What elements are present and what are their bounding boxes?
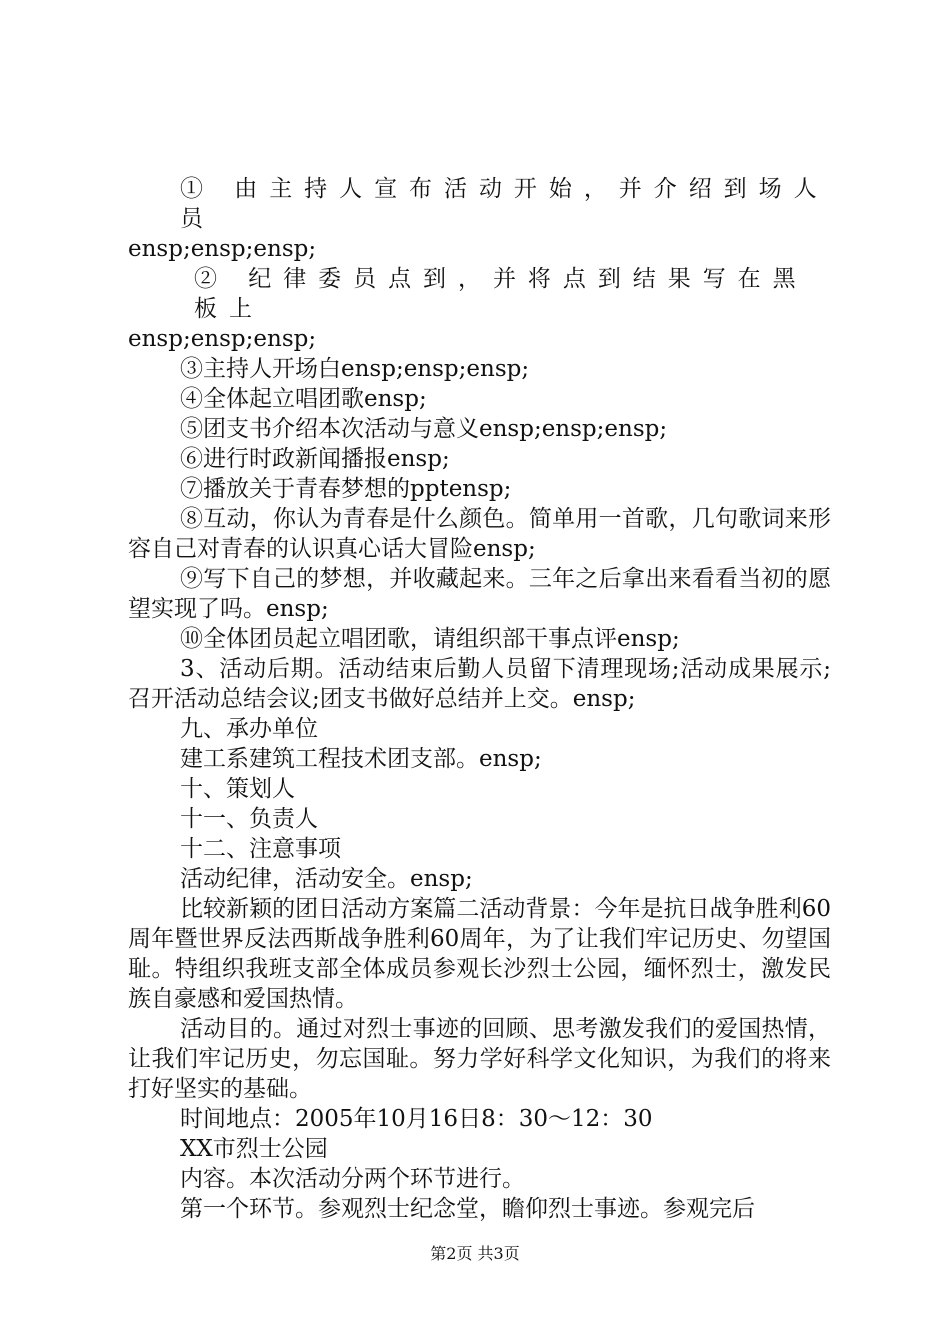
paragraph-19: 活动目的。通过对烈士事迹的回顾、思考激发我们的爱国热情，让我们牢记历史，勿忘国耻。努力学好科学文化知识，为我们的将来打好坚实的基础。	[128, 1016, 831, 1102]
paragraph-1-line-1: ① 由主持人宣布活动开始，并介绍到场人员	[180, 176, 829, 232]
section-heading-12: 十二、注意事项	[180, 836, 341, 862]
paragraph-20: 时间地点：2005年10月16日8：30～12：30	[180, 1106, 653, 1132]
section-heading-9: 九、承办单位	[180, 716, 318, 742]
paragraph-1-line-2: ensp;ensp;ensp;	[128, 236, 317, 262]
paragraph-3: ③主持人开场白ensp;ensp;ensp;	[180, 356, 530, 382]
paragraph-11: 3、活动后期。活动结束后勤人员留下清理现场;活动成果展示;召开活动总结会议;团支书做好总结并上交。ensp;	[128, 656, 831, 712]
paragraph-2-line-1: ② 纪律委员点到，并将点到结果写在黑板上	[194, 266, 808, 322]
paragraph-2	[128, 264, 831, 354]
paragraph-18: 比较新颖的团日活动方案篇二活动背景：今年是抗日战争胜利60周年暨世界反法西斯战争胜利60周年，为了让我们牢记历史、勿望国耻。特组织我班支部全体成员参观长沙烈士公园，缅怀烈士，激发民族自豪感和爱国热情。	[128, 896, 831, 1012]
paragraph-4: ④全体起立唱团歌ensp;	[180, 386, 427, 412]
section-heading-11: 十一、负责人	[180, 806, 318, 832]
paragraph-6: ⑥进行时政新闻播报ensp;	[180, 446, 450, 472]
paragraph-7: ⑦播放关于青春梦想的pptensp;	[180, 476, 512, 502]
paragraph-21: XX市烈士公园	[180, 1136, 328, 1162]
paragraph-10: ⑩全体团员起立唱团歌，请组织部干事点评ensp;	[180, 626, 680, 652]
paragraph-1	[128, 174, 831, 264]
paragraph-17: 活动纪律，活动安全。ensp;	[180, 866, 473, 892]
page-footer: 第2页 共3页	[430, 1244, 520, 1263]
paragraph-22: 内容。本次活动分两个环节进行。	[180, 1166, 525, 1192]
paragraph-23: 第一个环节。参观烈士纪念堂，瞻仰烈士事迹。参观完后	[180, 1196, 755, 1222]
paragraph-2-line-2: ensp;ensp;ensp;	[128, 326, 317, 352]
paragraph-8: ⑧互动，你认为青春是什么颜色。简单用一首歌，几句歌词来形容自己对青春的认识真心话大冒险ensp;	[128, 506, 831, 562]
paragraph-9: ⑨写下自己的梦想，并收藏起来。三年之后拿出来看看当初的愿望实现了吗。ensp;	[128, 566, 831, 622]
paragraph-5: ⑤团支书介绍本次活动与意义ensp;ensp;ensp;	[180, 416, 668, 442]
paragraph-13: 建工系建筑工程技术团支部。ensp;	[180, 746, 542, 772]
section-heading-10: 十、策划人	[180, 776, 295, 802]
document-body	[128, 174, 831, 1224]
